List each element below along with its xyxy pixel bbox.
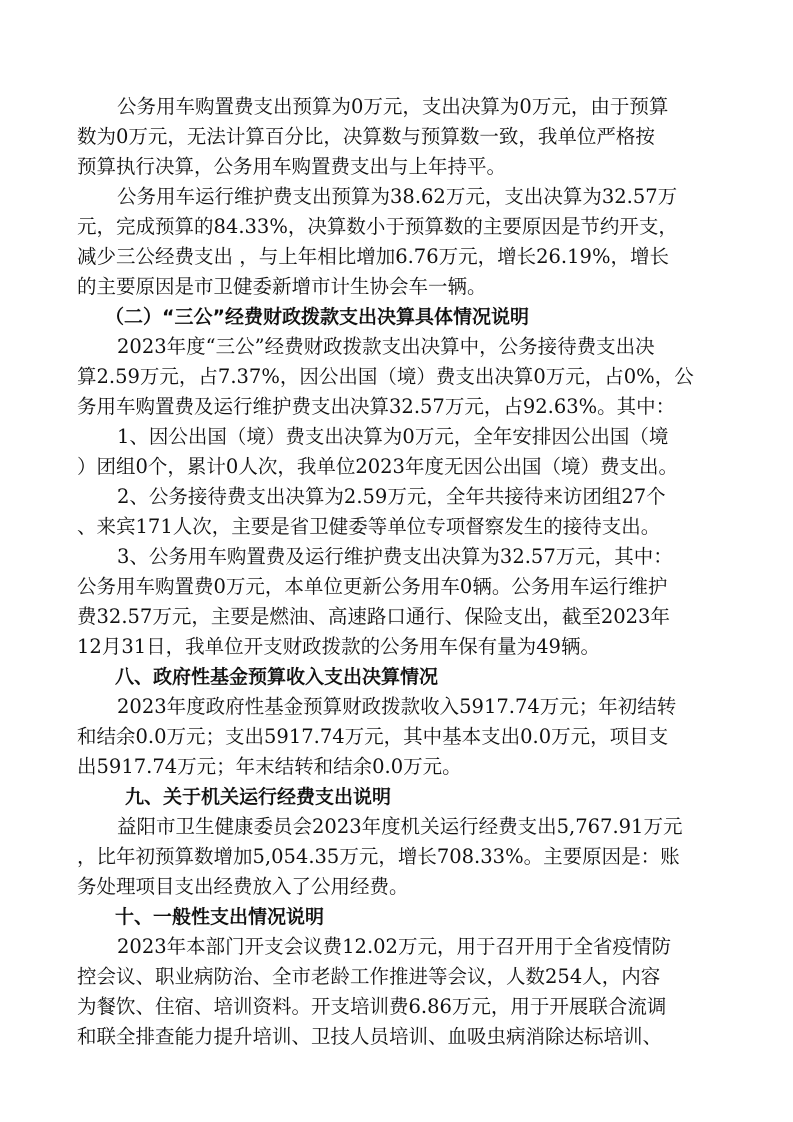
paragraph-line: 减少三公经费支出 ，与上年相比增加6.76万元，增长26.19%，增长 (77, 245, 669, 268)
paragraph-line: 数为0万元，无法计算百分比，决算数与预算数一致，我单位严格按 (77, 125, 655, 148)
paragraph-line: ，比年初预算数增加5,054.35万元，增长708.33%。主要原因是：账 (77, 845, 680, 868)
section-heading: 八、政府性基金预算收入支出决算情况 (115, 666, 439, 688)
paragraph-line: 公务用车购置费0万元，本单位更新公务用车0辆。公务用车运行维护 (77, 575, 668, 598)
paragraph-line: 费32.57万元，主要是燃油、高速路口通行、保险支出，截至2023年 (77, 605, 670, 628)
paragraph-line: 1、因公出国（境）费支出决算为0万元，全年安排因公出国（境 (117, 425, 669, 448)
document-body (77, 92, 717, 1052)
paragraph-line: 2023年度“三公”经费财政拨款支出决算中，公务接待费支出决 (117, 335, 655, 358)
paragraph-line: 公务用车购置费支出预算为0万元，支出决算为0万元，由于预算 (117, 95, 669, 118)
paragraph-line: 控会议、职业病防治、全市老龄工作推进等会议，人数254人，内容 (77, 965, 661, 988)
section-heading: 十、一般性支出情况说明 (115, 906, 325, 928)
paragraph-line: 益阳市卫生健康委员会2023年度机关运行经费支出5,767.91万元 (117, 815, 683, 838)
paragraph-line: 2023年本部门开支会议费12.02万元，用于召开用于全省疫情防 (117, 935, 671, 958)
paragraph-line: 元，完成预算的84.33%，决算数小于预算数的主要原因是节约开支， (77, 215, 678, 238)
paragraph-line: 公务用车运行维护费支出预算为38.62万元，支出决算为32.57万 (117, 185, 678, 208)
paragraph-line: 务处理项目支出经费放入了公用经费。 (77, 875, 409, 898)
paragraph-line: 2、公务接待费支出决算为2.59万元，全年共接待来访团组27个 (117, 485, 666, 508)
paragraph-line: 12月31日，我单位开支财政拨款的公务用车保有量为49辆。 (77, 635, 600, 658)
section-heading: （二）“三公”经费财政拨款支出决算具体情况说明 (105, 306, 529, 328)
paragraph-line: 的主要原因是市卫健委新增市计生协会车一辆。 (77, 275, 487, 298)
paragraph-line: 和结余0.0万元；支出5917.74万元，其中基本支出0.0万元，项目支 (77, 725, 669, 748)
paragraph-line: 算2.59万元，占7.37%，因公出国（境）费支出决算0万元，占0%，公 (77, 365, 694, 388)
section-heading: 九、关于机关运行经费支出说明 (125, 786, 392, 808)
paragraph-line: 务用车购置费及运行维护费支出决算32.57万元，占92.63%。其中： (77, 395, 676, 418)
paragraph-line: 为餐饮、住宿、培训资料。开支培训费6.86万元，用于开展联合流调 (77, 995, 667, 1018)
paragraph-line: 2023年度政府性基金预算财政拨款收入5917.74万元；年初结转 (117, 695, 677, 718)
paragraph-line: 预算执行决算，公务用车购置费支出与上年持平。 (77, 155, 507, 178)
paragraph-line: 3、公务用车购置费及运行维护费支出决算为32.57万元，其中： (117, 545, 673, 568)
paragraph-line: 出5917.74万元；年末结转和结余0.0万元。 (77, 755, 462, 778)
paragraph-line: 、来宾171人次，主要是省卫健委等单位专项督察发生的接待支出。 (77, 515, 661, 538)
paragraph-line: ）团组0个，累计0人次，我单位2023年度无因公出国（境）费支出。 (77, 455, 678, 478)
paragraph-line: 和联全排查能力提升培训、卫技人员培训、血吸虫病消除达标培训、 (77, 1025, 663, 1048)
